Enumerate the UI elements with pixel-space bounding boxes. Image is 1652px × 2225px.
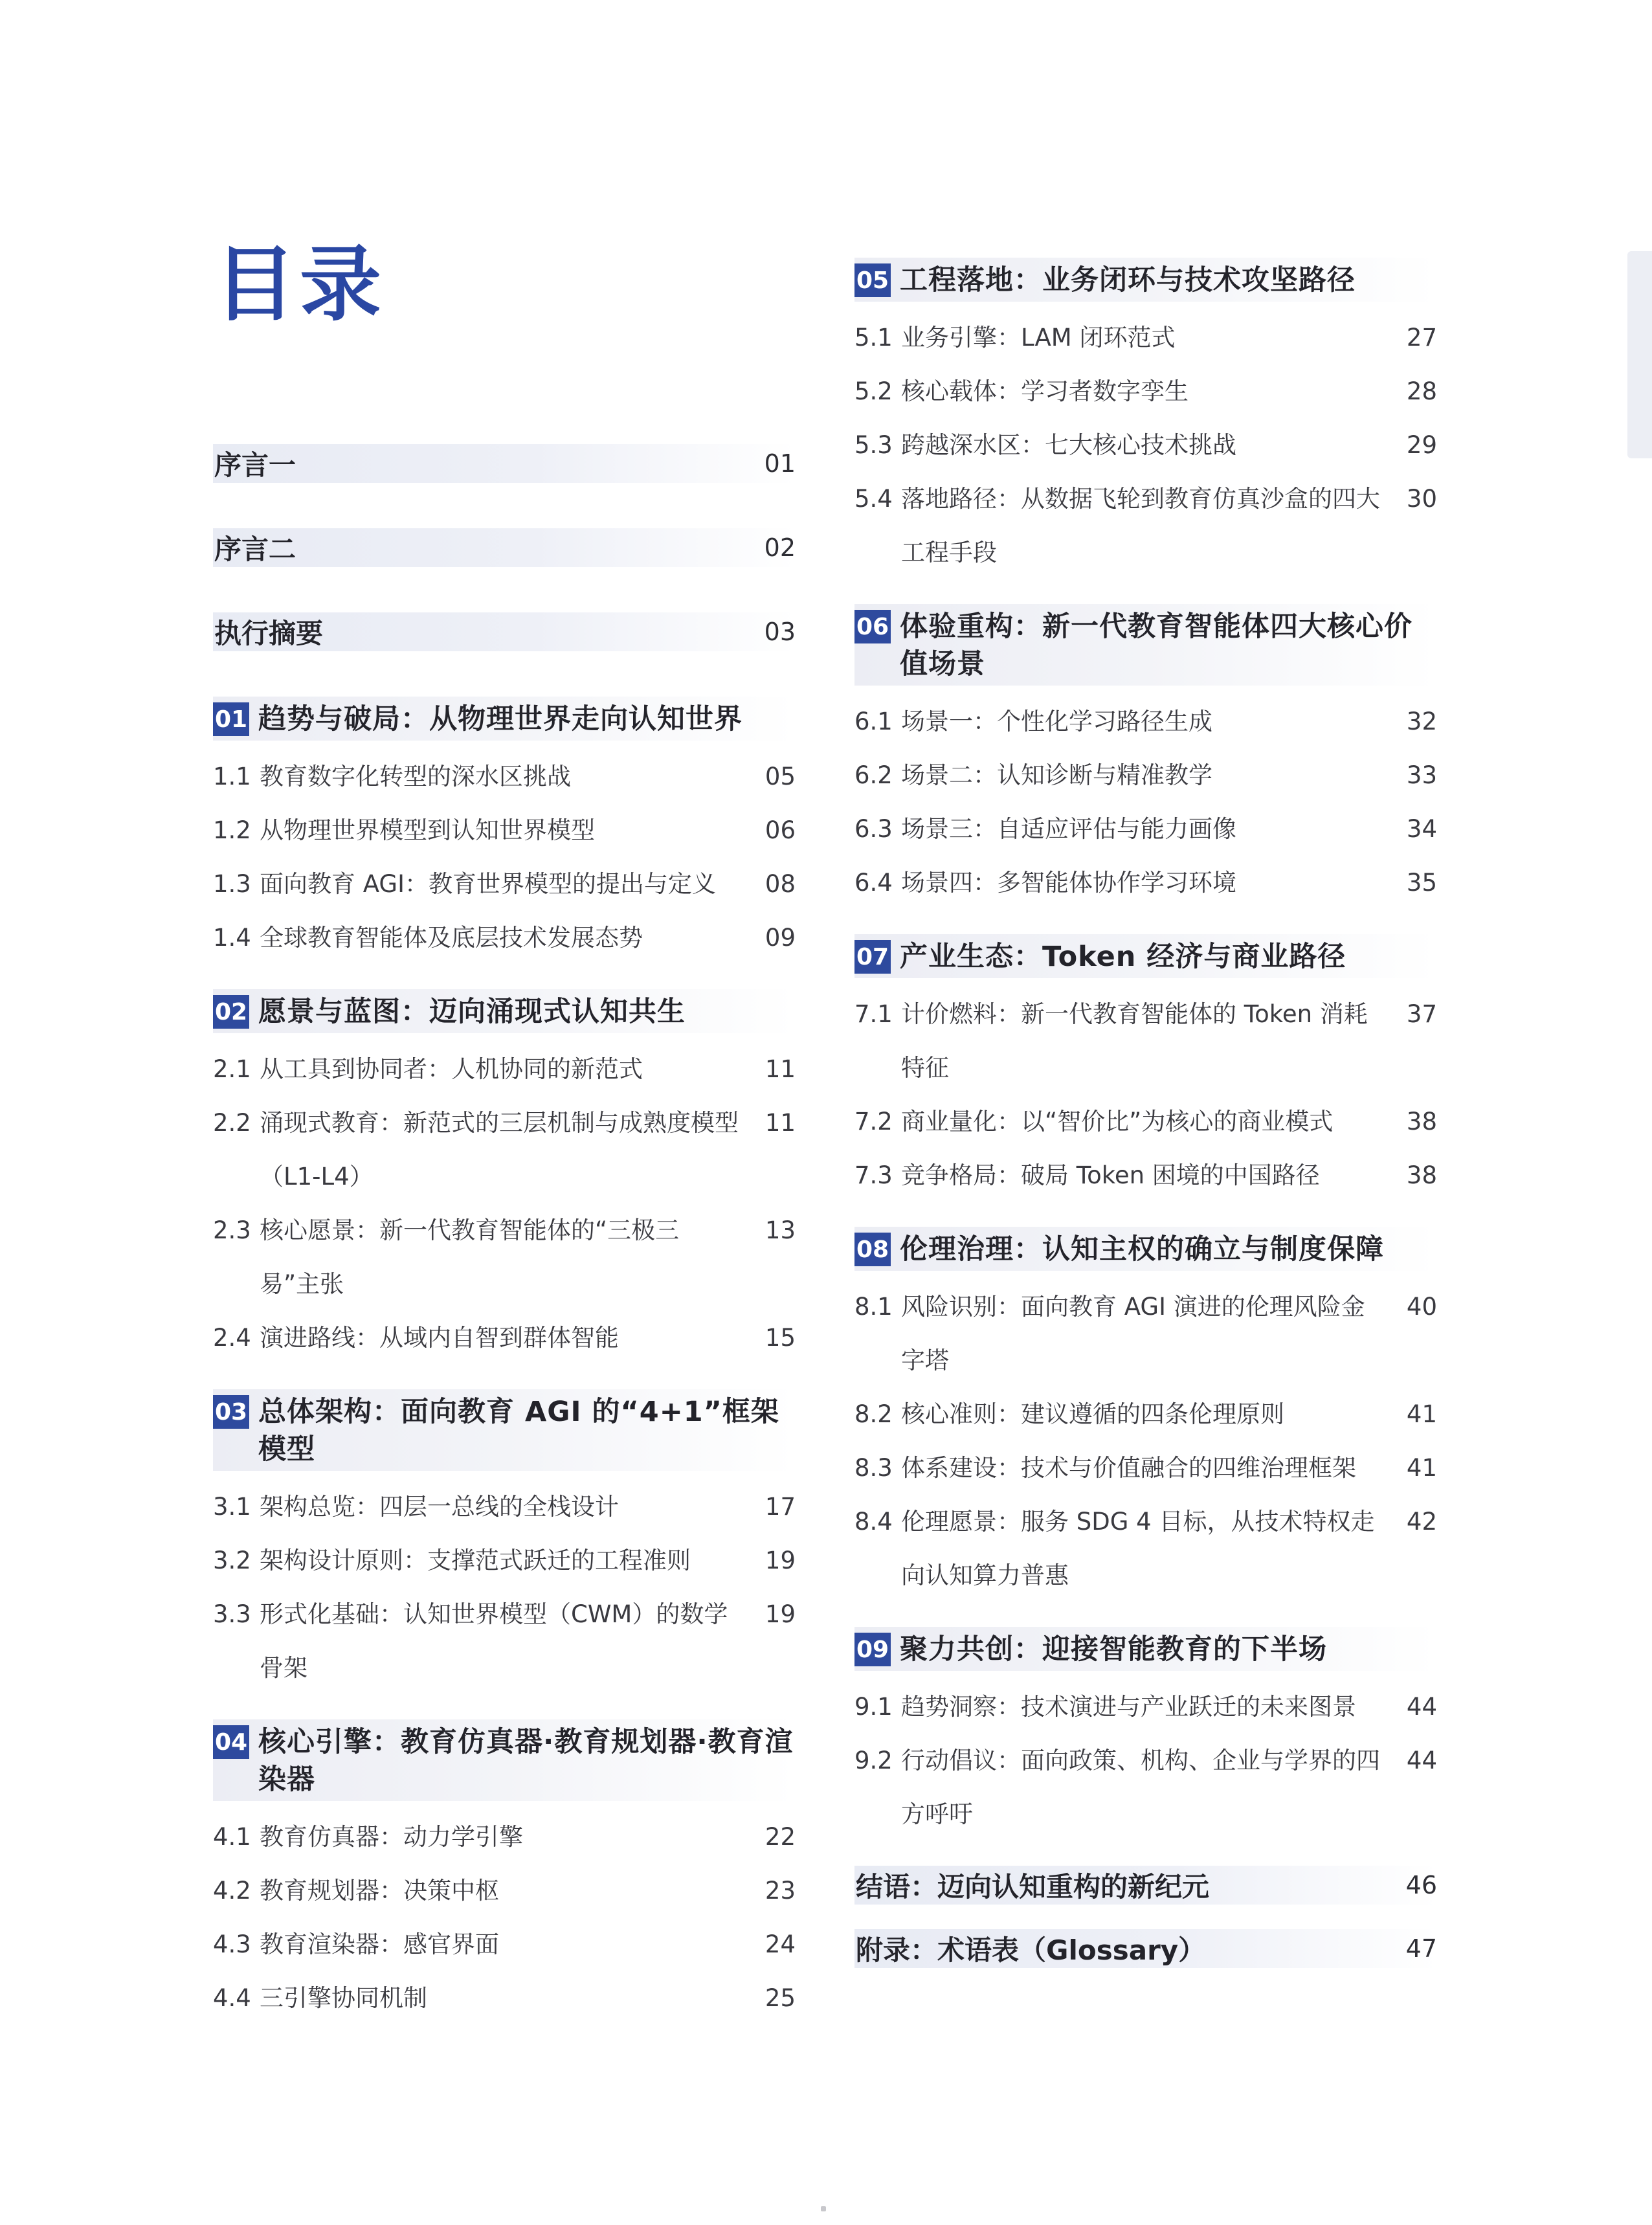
toc-chapter-block — [854, 1627, 1437, 1841]
banner-page-number: 03 — [764, 618, 796, 646]
toc-banner-item[interactable] — [213, 444, 796, 483]
toc-chapter-block — [213, 1719, 796, 2025]
toc-entry[interactable] — [213, 1810, 796, 1864]
entry-page-number: 22 — [765, 1823, 796, 1851]
entry-title: 核心载体：学习者数字孪生 — [901, 377, 1189, 405]
chapter-heading[interactable] — [213, 1389, 796, 1471]
toc-banner-item[interactable] — [854, 1866, 1437, 1905]
entry-title: 教育渲染器：感官界面 — [260, 1930, 499, 1958]
entry-title: 从工具到协同者：人机协同的新范式 — [260, 1055, 643, 1083]
entry-title: 场景一：个性化学习路径生成 — [901, 708, 1212, 735]
chapter-heading[interactable] — [213, 989, 796, 1033]
entry-title: 从物理世界模型到认知世界模型 — [260, 816, 595, 844]
entry-title: 伦理愿景：服务 SDG 4 目标，从技术特权走向认知算力普惠 — [901, 1508, 1375, 1589]
entry-number: 3.3 — [213, 1600, 251, 1628]
entry-number: 6.3 — [854, 815, 893, 843]
entry-number: 2.1 — [213, 1055, 251, 1083]
entry-page-number: 38 — [1406, 1108, 1437, 1135]
entry-page-number: 08 — [765, 870, 796, 898]
chapter-title: 趋势与破局：从物理世界走向认知世界 — [258, 703, 742, 735]
entry-page-number: 05 — [765, 763, 796, 790]
chapter-heading[interactable] — [854, 1227, 1437, 1271]
entry-title: 形式化基础：认知世界模型（CWM）的数学骨架 — [260, 1600, 728, 1682]
toc-entry[interactable] — [213, 1042, 796, 1096]
entry-page-number: 41 — [1406, 1454, 1437, 1482]
toc-entry[interactable] — [854, 748, 1437, 802]
entry-title: 教育规划器：决策中枢 — [260, 1877, 499, 1905]
entry-page-number: 27 — [1406, 324, 1437, 352]
entry-number: 1.4 — [213, 924, 251, 952]
toc-chapter-block — [854, 934, 1437, 1202]
chapter-entry-list — [854, 311, 1437, 579]
entry-page-number: 37 — [1406, 1000, 1437, 1028]
entry-number: 6.2 — [854, 761, 893, 789]
entry-number: 7.2 — [854, 1108, 893, 1135]
entry-page-number: 25 — [765, 1984, 796, 2012]
entry-page-number: 44 — [1406, 1693, 1437, 1721]
entry-page-number: 29 — [1406, 431, 1437, 459]
banner-page-number: 01 — [764, 449, 796, 478]
entry-page-number: 32 — [1406, 708, 1437, 735]
chapter-number-badge: 07 — [854, 940, 891, 974]
entry-page-number: 28 — [1406, 377, 1437, 405]
entry-page-number: 34 — [1406, 815, 1437, 843]
entry-title: 风险识别：面向教育 AGI 演进的伦理风险金字塔 — [901, 1293, 1365, 1374]
entry-title: 架构设计原则：支撑范式跃迁的工程准则 — [260, 1547, 691, 1574]
entry-title: 架构总览：四层一总线的全栈设计 — [260, 1493, 619, 1521]
entry-page-number: 38 — [1406, 1161, 1437, 1189]
entry-page-number: 40 — [1406, 1293, 1437, 1321]
entry-page-number: 19 — [765, 1547, 796, 1574]
toc-entry[interactable] — [213, 1096, 796, 1203]
entry-title: 三引擎协同机制 — [260, 1984, 427, 2012]
entry-title: 趋势洞察：技术演进与产业跃迁的未来图景 — [901, 1693, 1356, 1721]
chapter-heading[interactable] — [854, 604, 1437, 686]
entry-title: 面向教育 AGI：教育世界模型的提出与定义 — [260, 870, 717, 898]
toc-chapter-block — [213, 1389, 796, 1695]
entry-page-number: 13 — [765, 1216, 796, 1244]
entry-title: 跨越深水区：七大核心技术挑战 — [901, 431, 1236, 459]
chapter-number-badge: 02 — [213, 995, 249, 1029]
page-footer-dot — [821, 2206, 826, 2211]
entry-page-number: 09 — [765, 924, 796, 952]
chapter-number-badge: 08 — [854, 1233, 891, 1266]
entry-title: 场景三：自适应评估与能力画像 — [901, 815, 1236, 843]
entry-title: 教育仿真器：动力学引擎 — [260, 1823, 523, 1851]
chapter-number-badge: 03 — [213, 1395, 249, 1429]
chapter-entry-list — [213, 1810, 796, 2025]
toc-entry[interactable] — [854, 1280, 1437, 1387]
entry-title: 核心准则：建议遵循的四条伦理原则 — [901, 1400, 1284, 1428]
entry-title: 业务引擎：LAM 闭环范式 — [901, 324, 1176, 352]
toc-entry[interactable] — [854, 1495, 1437, 1602]
entry-number: 7.3 — [854, 1161, 893, 1189]
entry-title: 演进路线：从域内自智到群体智能 — [260, 1324, 619, 1352]
entry-number: 8.3 — [854, 1454, 893, 1482]
chapter-heading[interactable] — [854, 1627, 1437, 1671]
entry-page-number: 44 — [1406, 1747, 1437, 1774]
toc-banner-item[interactable] — [854, 1929, 1437, 1968]
entry-number: 3.2 — [213, 1547, 251, 1574]
entry-title: 落地路径：从数据飞轮到教育仿真沙盒的四大工程手段 — [901, 485, 1380, 566]
toc-entry[interactable] — [854, 1441, 1437, 1495]
entry-page-number: 30 — [1406, 485, 1437, 513]
entry-title: 场景四：多智能体协作学习环境 — [901, 869, 1236, 897]
toc-entry[interactable] — [213, 1203, 796, 1311]
entry-number: 4.1 — [213, 1823, 251, 1851]
chapter-title: 体验重构：新一代教育智能体四大核心价值场景 — [900, 610, 1412, 680]
toc-left-column — [213, 419, 796, 2025]
banner-label: 序言二 — [214, 533, 296, 565]
entry-number: 1.3 — [213, 870, 251, 898]
entry-number: 5.1 — [854, 324, 893, 352]
toc-entry[interactable] — [854, 364, 1437, 418]
entry-title: 核心愿景：新一代教育智能体的“三极三易”主张 — [260, 1216, 680, 1298]
banner-page-number: 47 — [1405, 1934, 1437, 1963]
chapter-heading[interactable] — [854, 934, 1437, 978]
toc-chapter-block — [854, 258, 1437, 579]
page-title: 目录 — [214, 237, 385, 332]
entry-number: 1.2 — [213, 816, 251, 844]
side-tab-marker — [1627, 251, 1652, 458]
toc-entry[interactable] — [854, 856, 1437, 910]
entry-page-number: 24 — [765, 1930, 796, 1958]
entry-page-number: 17 — [765, 1493, 796, 1521]
entry-number: 8.1 — [854, 1293, 893, 1321]
entry-number: 7.1 — [854, 1000, 893, 1028]
toc-entry[interactable] — [854, 1095, 1437, 1148]
banner-label: 执行摘要 — [214, 618, 324, 649]
entry-page-number: 41 — [1406, 1400, 1437, 1428]
chapter-heading[interactable] — [213, 1719, 796, 1801]
toc-entry[interactable] — [854, 472, 1437, 579]
toc-entry[interactable] — [854, 987, 1437, 1095]
toc-chapter-block — [213, 697, 796, 965]
chapter-title: 愿景与蓝图：迈向涌现式认知共生 — [258, 996, 686, 1028]
entry-title: 教育数字化转型的深水区挑战 — [260, 763, 571, 790]
toc-entry[interactable] — [854, 1680, 1437, 1734]
chapter-entry-list — [213, 750, 796, 965]
entry-title: 涌现式教育：新范式的三层机制与成熟度模型（L1-L4） — [260, 1109, 739, 1191]
chapter-title: 产业生态：Token 经济与商业路径 — [900, 941, 1346, 973]
toc-entry[interactable] — [213, 803, 796, 857]
banner-page-number: 46 — [1405, 1871, 1437, 1899]
toc-entry[interactable] — [213, 1480, 796, 1534]
entry-number: 1.1 — [213, 763, 251, 790]
entry-page-number: 11 — [765, 1109, 796, 1137]
chapter-entry-list — [854, 1680, 1437, 1841]
toc-entry[interactable] — [854, 802, 1437, 856]
entry-title: 场景二：认知诊断与精准教学 — [901, 761, 1212, 789]
entry-page-number: 23 — [765, 1877, 796, 1905]
entry-number: 3.1 — [213, 1493, 251, 1521]
entry-number: 5.3 — [854, 431, 893, 459]
entry-page-number: 35 — [1406, 869, 1437, 897]
toc-entry[interactable] — [854, 695, 1437, 748]
toc-entry[interactable] — [854, 418, 1437, 472]
toc-entry[interactable] — [854, 1734, 1437, 1841]
toc-entry[interactable] — [854, 1148, 1437, 1202]
chapter-title: 核心引擎：教育仿真器·教育规划器·教育渲染器 — [258, 1726, 794, 1796]
entry-page-number: 42 — [1406, 1508, 1437, 1536]
chapter-title: 伦理治理：认知主权的确立与制度保障 — [900, 1233, 1384, 1266]
banner-label: 结语：迈向认知重构的新纪元 — [856, 1871, 1210, 1903]
entry-title: 竞争格局：破局 Token 困境的中国路径 — [901, 1161, 1320, 1189]
entry-number: 8.2 — [854, 1400, 893, 1428]
toc-chapter-block — [854, 604, 1437, 910]
chapter-title: 总体架构：面向教育 AGI 的“4+1”框架模型 — [258, 1396, 779, 1466]
entry-page-number: 19 — [765, 1600, 796, 1628]
entry-number: 4.3 — [213, 1930, 251, 1958]
entry-number: 5.4 — [854, 485, 893, 513]
chapter-title: 聚力共创：迎接智能教育的下半场 — [900, 1633, 1327, 1666]
toc-entry[interactable] — [213, 857, 796, 911]
toc-chapter-block — [854, 1227, 1437, 1602]
toc-chapter-block — [213, 989, 796, 1365]
toc-entry[interactable] — [213, 750, 796, 803]
entry-title: 商业量化：以“智价比”为核心的商业模式 — [901, 1108, 1334, 1135]
chapter-heading[interactable] — [213, 697, 796, 741]
toc-entry[interactable] — [213, 911, 796, 965]
chapter-heading[interactable] — [854, 258, 1437, 302]
toc-banner-item[interactable] — [213, 612, 796, 651]
entry-number: 9.2 — [854, 1747, 893, 1774]
chapter-entry-list — [213, 1480, 796, 1695]
entry-number: 2.2 — [213, 1109, 251, 1137]
toc-entry[interactable] — [213, 1311, 796, 1365]
chapter-number-badge: 06 — [854, 610, 891, 643]
banner-label: 序言一 — [214, 449, 296, 481]
entry-page-number: 06 — [765, 816, 796, 844]
entry-number: 9.1 — [854, 1693, 893, 1721]
chapter-entry-list — [854, 1280, 1437, 1602]
chapter-title: 工程落地：业务闭环与技术攻坚路径 — [900, 264, 1356, 296]
entry-page-number: 11 — [765, 1055, 796, 1083]
chapter-number-badge: 09 — [854, 1633, 891, 1666]
chapter-number-badge: 01 — [213, 702, 249, 736]
chapter-entry-list — [854, 695, 1437, 910]
entry-number: 2.4 — [213, 1324, 251, 1352]
chapter-number-badge: 05 — [854, 263, 891, 297]
entry-title: 体系建设：技术与价值融合的四维治理框架 — [901, 1454, 1356, 1482]
chapter-number-badge: 04 — [213, 1725, 249, 1759]
toc-entry[interactable] — [213, 1864, 796, 1918]
toc-entry[interactable] — [213, 1587, 796, 1695]
toc-entry[interactable] — [213, 1918, 796, 1971]
entry-number: 5.2 — [854, 377, 893, 405]
entry-number: 4.4 — [213, 1984, 251, 2012]
chapter-entry-list — [854, 987, 1437, 1202]
toc-entry[interactable] — [854, 311, 1437, 364]
entry-number: 4.2 — [213, 1877, 251, 1905]
banner-label: 附录：术语表（Glossary） — [856, 1934, 1206, 1966]
entry-number: 6.1 — [854, 708, 893, 735]
entry-number: 6.4 — [854, 869, 893, 897]
entry-title: 全球教育智能体及底层技术发展态势 — [260, 924, 643, 952]
entry-number: 8.4 — [854, 1508, 893, 1536]
entry-page-number: 15 — [765, 1324, 796, 1352]
entry-number: 2.3 — [213, 1216, 251, 1244]
entry-title: 计价燃料：新一代教育智能体的 Token 消耗特征 — [901, 1000, 1368, 1082]
toc-right-column — [854, 233, 1437, 1968]
toc-entry[interactable] — [854, 1387, 1437, 1441]
entry-page-number: 33 — [1406, 761, 1437, 789]
entry-title: 行动倡议：面向政策、机构、企业与学界的四方呼吁 — [901, 1747, 1380, 1828]
toc-banner-item[interactable] — [213, 528, 796, 567]
toc-entry[interactable] — [213, 1971, 796, 2025]
banner-page-number: 02 — [764, 533, 796, 562]
toc-entry[interactable] — [213, 1534, 796, 1587]
chapter-entry-list — [213, 1042, 796, 1365]
